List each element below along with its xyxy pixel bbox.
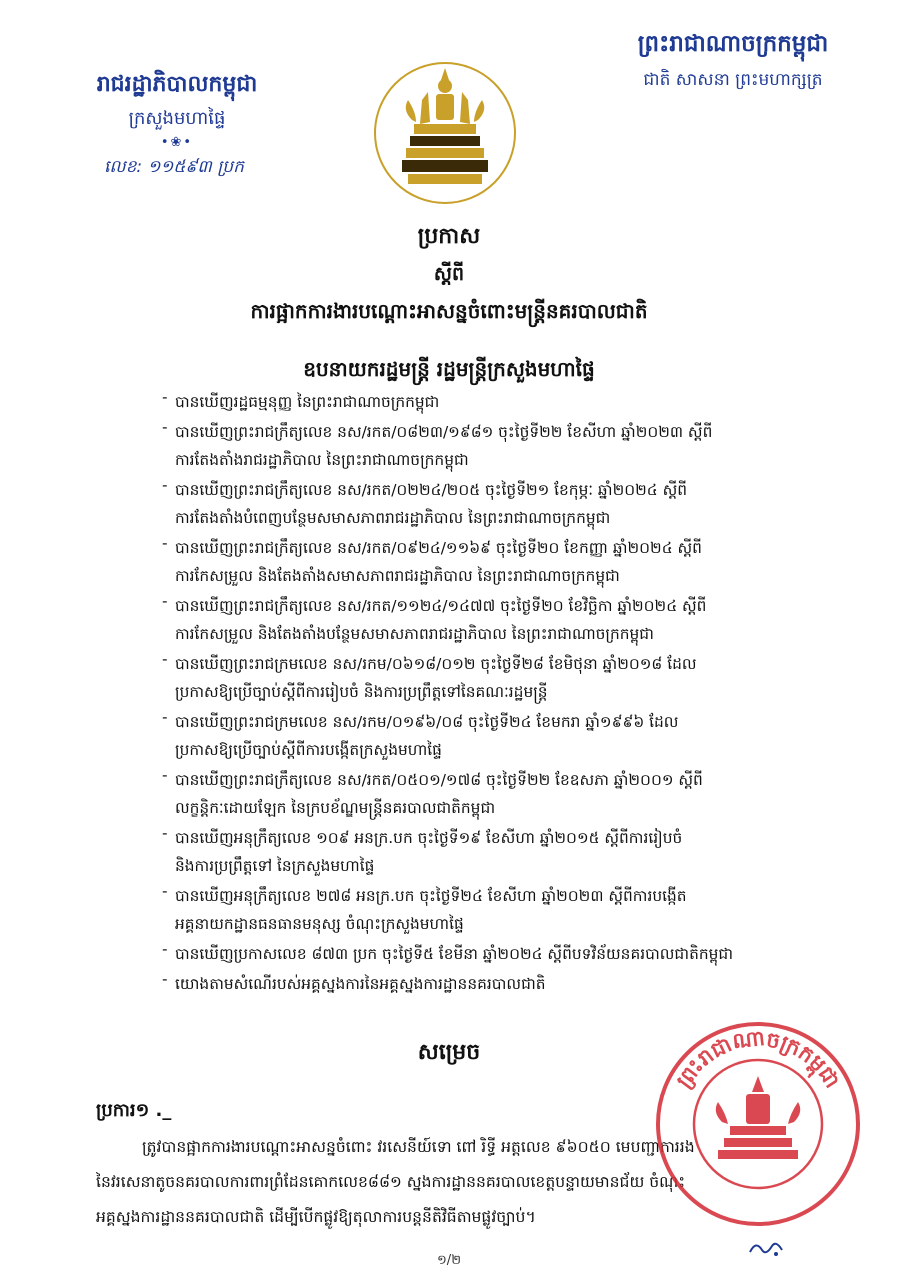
legal-basis-item [162,592,842,648]
legal-basis-item [162,940,842,968]
document-type: ប្រកាស [417,224,481,249]
clause-line: - បានឃើញព្រះរាជក្រឹត្យលេខ នស/រកត/០២២៤/២០៥ ចុះថ្ងៃទី២១ ខែកុម្ភៈ ឆ្នាំ២០២៤ ស្តីពី [175,481,687,499]
ornament-divider: •❀• [160,135,194,150]
legal-basis-list [162,388,842,1000]
legal-basis-item [162,824,842,880]
decision-heading: សម្រេច [417,1040,481,1065]
clause-line: - បានឃើញប្រកាសលេខ ៨៧៣ ប្រក ចុះថ្ងៃទី៥ ខែមីនា ឆ្នាំ២០២៤ ស្តីពីបទវិន័យនគរបាលជាតិកម្ពុជា [175,945,734,963]
clause-line: - បានឃើញអនុក្រឹត្យលេខ ១០៩ អនក្រ.បក ចុះថ្ងៃទី១៩ ខែសីហា ឆ្នាំ២០១៥ ស្តីពីការរៀបចំ [175,829,683,847]
clause-line: - បានឃើញព្រះរាជក្រឹត្យលេខ នស/រកត/១១២៤/១៤៧៧ ចុះថ្ងៃទី២០ ខែវិច្ឆិកា ឆ្នាំ២០២៤ ស្តីពី [175,597,707,615]
clause-line: ការតែងតាំងរាជរដ្ឋាភិបាល នៃព្រះរាជាណាចក្រកម្ពុជា [175,451,469,469]
page-number: ១/២ [436,1253,462,1268]
clause-line: - បានឃើញព្រះរាជក្រមលេខ នស/រកម/០១៩៦/០៨ ចុះថ្ងៃទី២៤ ខែមករា ឆ្នាំ១៩៩៦ ដែល [175,713,679,731]
legal-basis-item [162,476,842,532]
official-seal-icon [652,1018,864,1230]
clause-line: - បានឃើញព្រះរាជក្រឹត្យលេខ នស/រកត/០៩២៤/១១៦៩ ចុះថ្ងៃទី២០ ខែកញ្ញា ឆ្នាំ២០២៤ ស្តីពី [175,539,702,557]
reference-number: លេខ: ១១៥៩៣ ប្រក [104,157,244,177]
clause-line: - បានឃើញព្រះរាជក្រឹត្យលេខ នស/រកត/០៥០១/១៧៨ ចុះថ្ងៃទី២២ ខែឧសភា ឆ្នាំ២០០១ ស្តីពី [175,771,703,789]
legal-basis-item [162,708,842,764]
seal-text: ព្រះរាជាណាចក្រកម្ពុជា [671,1025,845,1093]
government-name: រាជរដ្ឋាភិបាលកម្ពុជា [96,72,258,97]
clause-line: - យោងតាមសំណើរបស់អគ្គស្នងការនៃអគ្គស្នងការដ្ឋាននគរបាលជាតិ [175,975,546,993]
article-line: អគ្គស្នងការដ្ឋាននគរបាលជាតិ ដើម្បីបើកផ្លូវឱ្យតុលាការបន្តនីតិវិធីតាមផ្លូវច្បាប់។ [96,1208,536,1226]
ministry-name: ក្រសួងមហាផ្ទៃ [128,108,226,129]
legal-basis-item [162,650,842,706]
clause-line: លក្ខន្តិកៈដោយឡែក នៃក្របខ័ណ្ឌមន្ត្រីនគរបាលជាតិកម្ពុជា [175,799,496,817]
title-block [0,222,898,386]
legal-basis-item [162,418,842,474]
about-label: ស្តីពី [433,263,465,285]
document-subject: ការផ្អាកការងារបណ្តោះអាសន្នចំពោះមន្ត្រីនគរបាលជាតិ [250,299,648,323]
clause-line: ការកែសម្រួល និងតែងតាំងសមាសភាពរាជរដ្ឋាភិបាល នៃព្រះរាជាណាចក្រកម្ពុជា [175,567,620,585]
article-line: ត្រូវបានផ្អាកការងារបណ្តោះអាសន្នចំពោះ វរសេនីយ៍ទោ ពៅ រិទ្ធី អត្តលេខ ៩៦០៥០ មេបញ្ជាការរង [142,1138,695,1156]
clause-line: អគ្គនាយកដ្ឋានធនធានមនុស្ស ចំណុះក្រសួងមហាផ្ទៃ [175,915,464,933]
issuer-title: ឧបនាយករដ្ឋមន្ត្រី រដ្ឋមន្ត្រីក្រសួងមហាផ្ទៃ [303,357,595,381]
clause-line: ប្រកាសឱ្យប្រើច្បាប់ស្តីពីការរៀបចំ និងការប្រព្រឹត្តទៅនៃគណៈរដ្ឋមន្ត្រី [175,683,548,701]
ministry-header [62,70,292,181]
kingdom-header [598,30,868,94]
clause-line: - បានឃើញអនុក្រឹត្យលេខ ២៧៨ អនក្រ.បក ចុះថ្ងៃទី២៤ ខែសីហា ឆ្នាំ២០២៣ ស្តីពីការបង្កើត [175,887,687,905]
legal-basis-item [162,882,842,938]
clause-line: និងការប្រព្រឹត្តទៅ នៃក្រសួងមហាផ្ទៃ [175,857,375,875]
royal-emblem-icon [372,60,518,206]
legal-basis-item [162,766,842,822]
clause-line: ការកែសម្រួល និងតែងតាំងបន្ថែមសមាសភាពរាជរដ្ឋាភិបាល នៃព្រះរាជាណាចក្រកម្ពុជា [175,625,654,643]
national-motto: ជាតិ សាសនា ព្រះមហាក្សត្រ [643,70,823,90]
legal-basis-item [162,970,842,998]
clause-line: - បានឃើញរដ្ឋធម្មនុញ្ញ នៃព្រះរាជាណាចក្រកម្ពុជា [175,393,440,411]
clause-line: - បានឃើញព្រះរាជក្រឹត្យលេខ នស/រកត/០៨២៣/១៩៨១ ចុះថ្ងៃទី២២ ខែសីហា ឆ្នាំ២០២៣ ស្តីពី [175,423,713,441]
article-1-label: ប្រការ១ ._ [96,1100,172,1121]
clause-line: - បានឃើញព្រះរាជក្រមលេខ នស/រកម/០៦១៨/០១២ ចុះថ្ងៃទី២៨ ខែមិថុនា ឆ្នាំ២០១៨ ដែល [175,655,697,673]
article-line: នៃវរសេនាតូចនគរបាលការពារព្រំដែនគោកលេខ៨៨១ ស្នងការដ្ឋាននគរបាលខេត្តបន្ទាយមានជ័យ ចំណុះ [96,1173,686,1191]
clause-line: ប្រកាសឱ្យប្រើច្បាប់ស្តីពីការបង្កើតក្រសួងមហាផ្ទៃ [175,741,442,759]
legal-basis-item [162,388,842,416]
kingdom-name: ព្រះរាជាណាចក្រកម្ពុជា [637,31,829,57]
legal-basis-item [162,534,842,590]
clause-line: ការតែងតាំងបំពេញបន្ថែមសមាសភាពរាជរដ្ឋាភិបាល នៃព្រះរាជាណាចក្រកម្ពុជា [175,509,611,527]
